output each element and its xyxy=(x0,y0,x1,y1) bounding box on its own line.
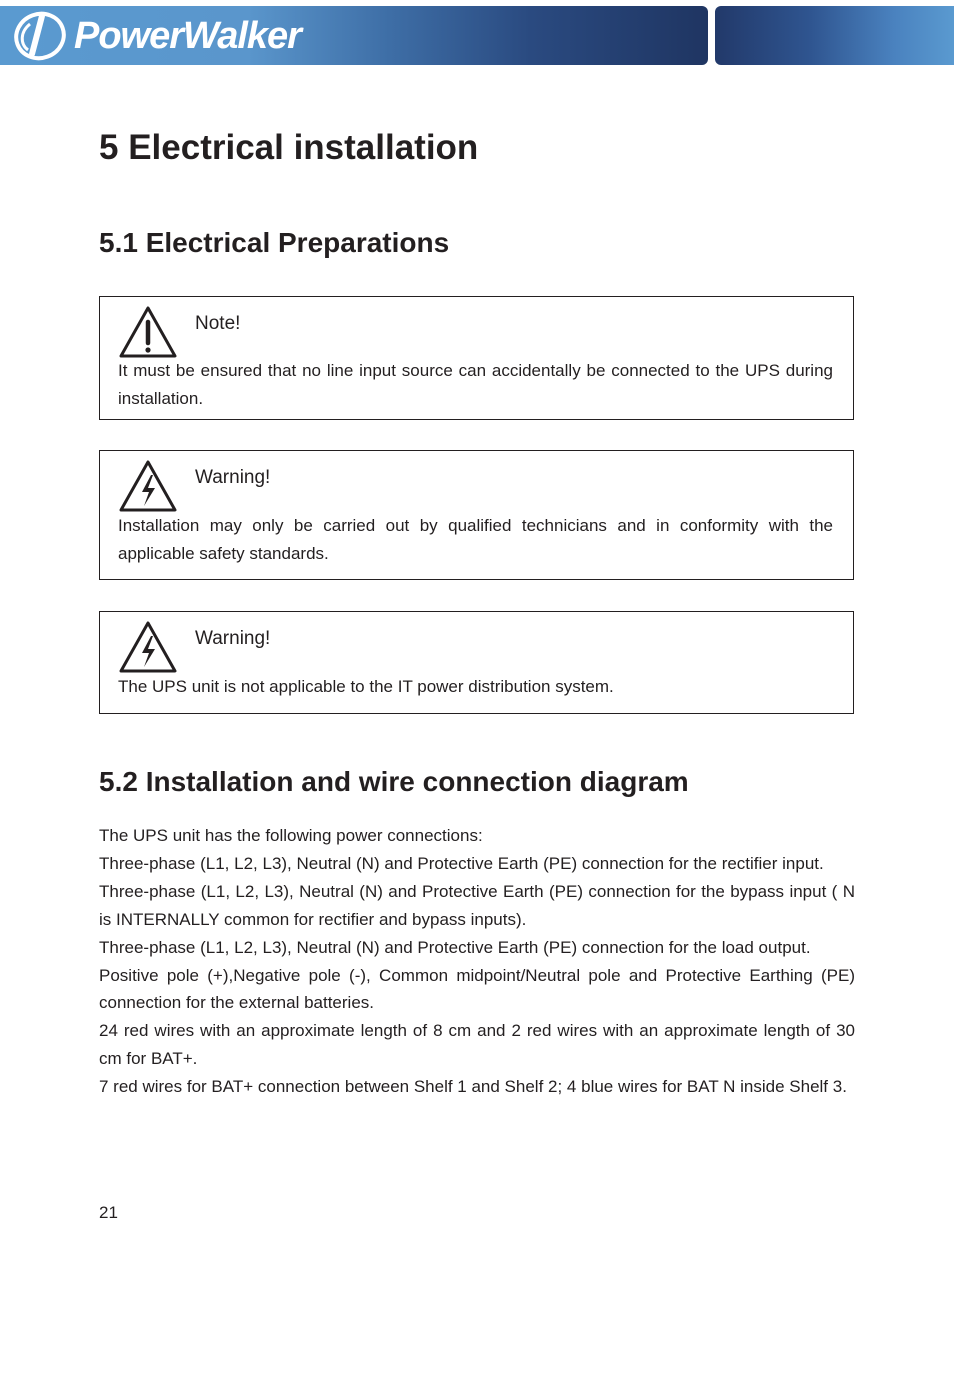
notice-title: Note! xyxy=(195,313,241,334)
notice-text: It must be ensured that no line input source can accidentally be connected to the UPS during installation. xyxy=(118,361,833,408)
connection-item: 7 red wires for BAT+ connection between Shelf 1 and Shelf 2; 4 blue wires for BAT N inside Shelf 3. xyxy=(99,1077,847,1097)
notice-title: Warning! xyxy=(195,467,271,488)
page-number: 21 xyxy=(99,1203,118,1222)
high-voltage-icon xyxy=(118,620,178,674)
caution-exclamation-icon xyxy=(118,305,178,359)
connection-item: Three-phase (L1, L2, L3), Neutral (N) and Protective Earth (PE) connection for the rectifier input. xyxy=(99,853,824,873)
notice-title: Warning! xyxy=(195,628,271,649)
section-2-title: 5.2 Installation and wire connection diagram xyxy=(99,766,689,797)
section-1-title: 5.1 Electrical Preparations xyxy=(99,227,450,258)
connections-text xyxy=(99,822,855,1101)
connection-item: Three-phase (L1, L2, L3), Neutral (N) and Protective Earth (PE) connection for the bypass input ( N is INTERNALLY common for rectifier and bypass inputs). xyxy=(99,881,855,929)
header-banner-right xyxy=(715,6,954,65)
warning-box xyxy=(99,611,854,714)
notice-text: Installation may only be carried out by qualified technicians and in conformity with the applicable safety standards. xyxy=(118,516,833,563)
connection-item: 24 red wires with an approximate length of 8 cm and 2 red wires with an approximate length of 30 cm for BAT+. xyxy=(99,1021,855,1069)
note-box xyxy=(99,296,854,420)
chapter-title: 5 Electrical installation xyxy=(99,128,479,167)
connections-intro: The UPS unit has the following power connections: xyxy=(99,826,483,845)
powerwalker-logo xyxy=(12,6,301,65)
high-voltage-icon xyxy=(118,459,178,513)
connection-item: Positive pole (+),Negative pole (-), Common midpoint/Neutral pole and Protective Earthing (PE) connection for the external batteries. xyxy=(99,965,855,1013)
warning-box xyxy=(99,450,854,580)
connection-item: Three-phase (L1, L2, L3), Neutral (N) and Protective Earth (PE) connection for the load output. xyxy=(99,937,811,957)
brand-name: PowerWalker xyxy=(74,14,301,57)
notice-text: The UPS unit is not applicable to the IT power distribution system. xyxy=(118,677,614,696)
power-symbol-icon xyxy=(12,10,68,62)
